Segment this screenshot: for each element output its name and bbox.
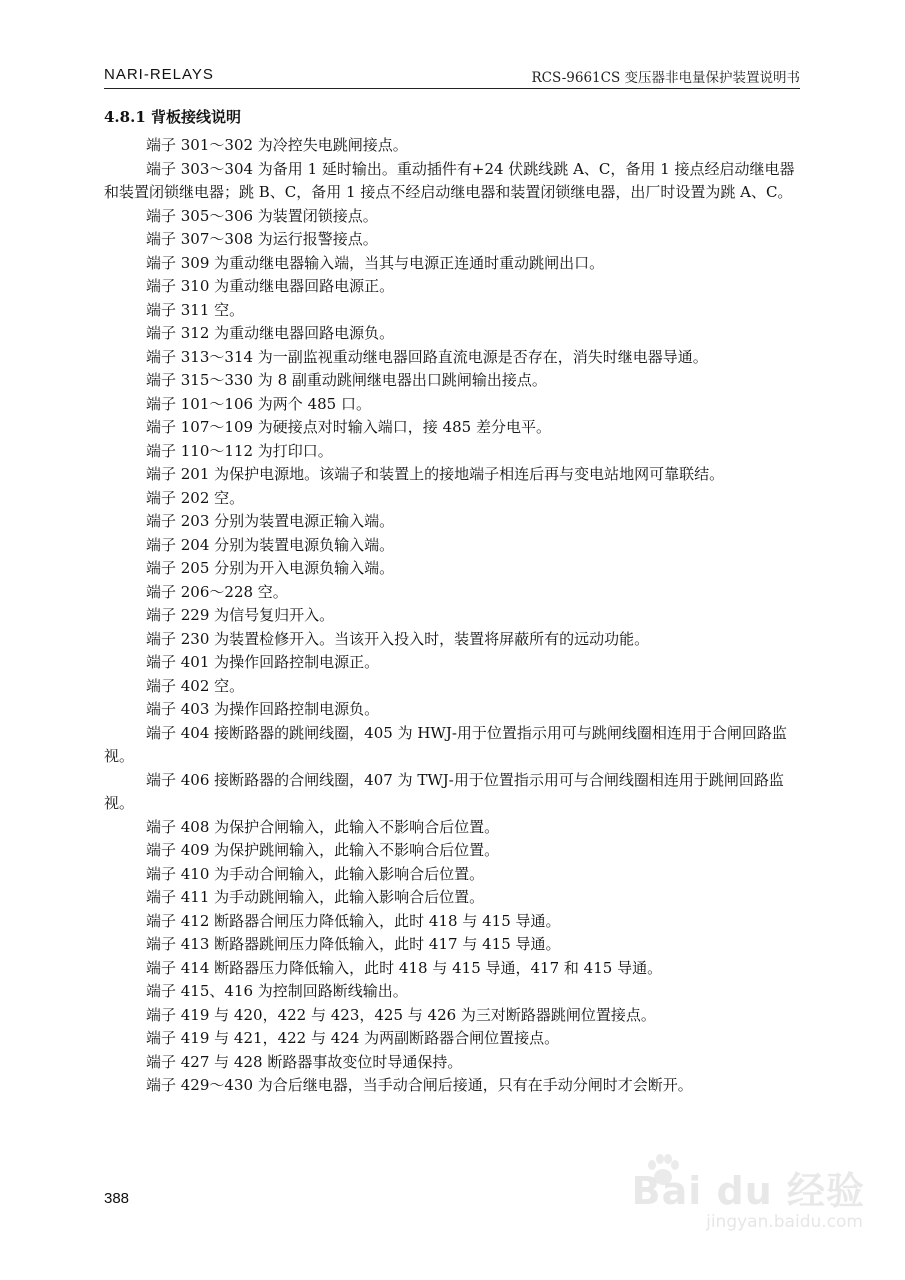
terminal-description: 端子 419 与 420，422 与 423，425 与 426 为三对断路器跳闸位置接点。 xyxy=(146,1005,656,1024)
terminal-description: 端子 403 为操作回路控制电源负。 xyxy=(146,700,380,718)
terminal-description: 端子 110～112 为打印口。 xyxy=(146,441,333,460)
terminal-description: 端子 411 为手动跳闸输入，此输入影响合后位置。 xyxy=(146,888,485,906)
body-text xyxy=(104,134,804,1098)
terminal-description: 端子 401 为操作回路控制电源正。 xyxy=(146,653,380,671)
watermark-url: jingyan.baidu.com xyxy=(706,1212,863,1232)
terminal-description: 端子 406 接断路器的合闸线圈，407 为 TWJ-用于位置指示用可与合闸线圈相连用于跳闸回路监视。 xyxy=(104,770,784,812)
terminal-description: 端子 229 为信号复归开入。 xyxy=(146,606,335,624)
terminal-description: 端子 303～304 为备用 1 延时输出。重动插件有+24 伏跳线跳 A、C，备用 1 接点经启动继电器和装置闭锁继电器；跳 B、C，备用 1 接点不经启动继电器和装置闭锁继电器，出厂时设置为跳 A、C。 xyxy=(104,159,795,201)
terminal-description: 端子 311 空。 xyxy=(146,300,245,319)
page-number: 388 xyxy=(104,1190,130,1207)
terminal-description: 端子 412 断路器合闸压力降低输入，此时 418 与 415 导通。 xyxy=(146,911,561,930)
terminal-description: 端子 310 为重动继电器回路电源正。 xyxy=(146,277,395,295)
terminal-description: 端子 107～109 为硬接点对时输入端口，接 485 差分电平。 xyxy=(146,418,551,436)
watermark-logo: Bai du 经验 xyxy=(631,1169,865,1213)
terminal-description: 端子 301～302 为冷控失电跳闸接点。 xyxy=(146,136,408,154)
terminal-description: 端子 206～228 空。 xyxy=(146,582,288,601)
terminal-description: 端子 419 与 421，422 与 424 为两副断路器合闸位置接点。 xyxy=(146,1029,560,1047)
terminal-description: 端子 230 为装置检修开入。当该开入投入时，装置将屏蔽所有的远动功能。 xyxy=(146,629,650,648)
terminal-description: 端子 201 为保护电源地。该端子和装置上的接地端子相连后再与变电站地网可靠联结。 xyxy=(146,465,725,483)
terminal-description: 端子 101～106 为两个 485 口。 xyxy=(146,394,371,413)
terminal-description: 端子 414 断路器压力降低输入，此时 418 与 415 导通，417 和 415 导通。 xyxy=(146,958,663,977)
terminal-description: 端子 404 接断路器的跳闸线圈，405 为 HWJ-用于位置指示用可与跳闸线圈相连用于合闸回路监视。 xyxy=(104,723,787,765)
terminal-description: 端子 305～306 为装置闭锁接点。 xyxy=(146,206,378,225)
terminal-description: 端子 409 为保护跳闸输入，此输入不影响合后位置。 xyxy=(146,841,500,859)
section-title: 4.8.1 背板接线说明 xyxy=(104,108,241,126)
watermark xyxy=(615,1150,865,1250)
terminal-description: 端子 202 空。 xyxy=(146,488,245,507)
terminal-description: 端子 313～314 为一副监视重动继电器回路直流电源是否存在，消失时继电器导通。 xyxy=(146,347,708,366)
terminal-description: 端子 205 分别为开入电源负输入端。 xyxy=(146,559,395,577)
terminal-description: 端子 315～330 为 8 副重动跳闸继电器出口跳闸输出接点。 xyxy=(146,371,547,389)
terminal-description: 端子 410 为手动合闸输入，此输入影响合后位置。 xyxy=(146,864,485,883)
header-brand: NARI-RELAYS xyxy=(104,66,214,83)
terminal-description: 端子 415、416 为控制回路断线输出。 xyxy=(146,982,408,1000)
terminal-description: 端子 307～308 为运行报警接点。 xyxy=(146,230,378,248)
terminal-description: 端子 429～430 为合后继电器，当手动合闸后接通，只有在手动分闸时才会断开。 xyxy=(146,1076,693,1094)
page-header xyxy=(104,62,800,89)
terminal-description: 端子 204 分别为装置电源负输入端。 xyxy=(146,535,395,554)
terminal-description: 端子 312 为重动继电器回路电源负。 xyxy=(146,324,395,342)
terminal-description: 端子 413 断路器跳闸压力降低输入，此时 417 与 415 导通。 xyxy=(146,935,561,953)
terminal-description: 端子 408 为保护合闸输入，此输入不影响合后位置。 xyxy=(146,817,500,836)
terminal-description: 端子 402 空。 xyxy=(146,676,245,695)
terminal-description: 端子 427 与 428 断路器事故变位时导通保持。 xyxy=(146,1052,463,1071)
terminal-description: 端子 203 分别为装置电源正输入端。 xyxy=(146,512,395,530)
header-document-title: RCS-9661CS 变压器非电量保护装置说明书 xyxy=(531,70,800,86)
terminal-description: 端子 309 为重动继电器输入端，当其与电源正连通时重动跳闸出口。 xyxy=(146,253,605,272)
